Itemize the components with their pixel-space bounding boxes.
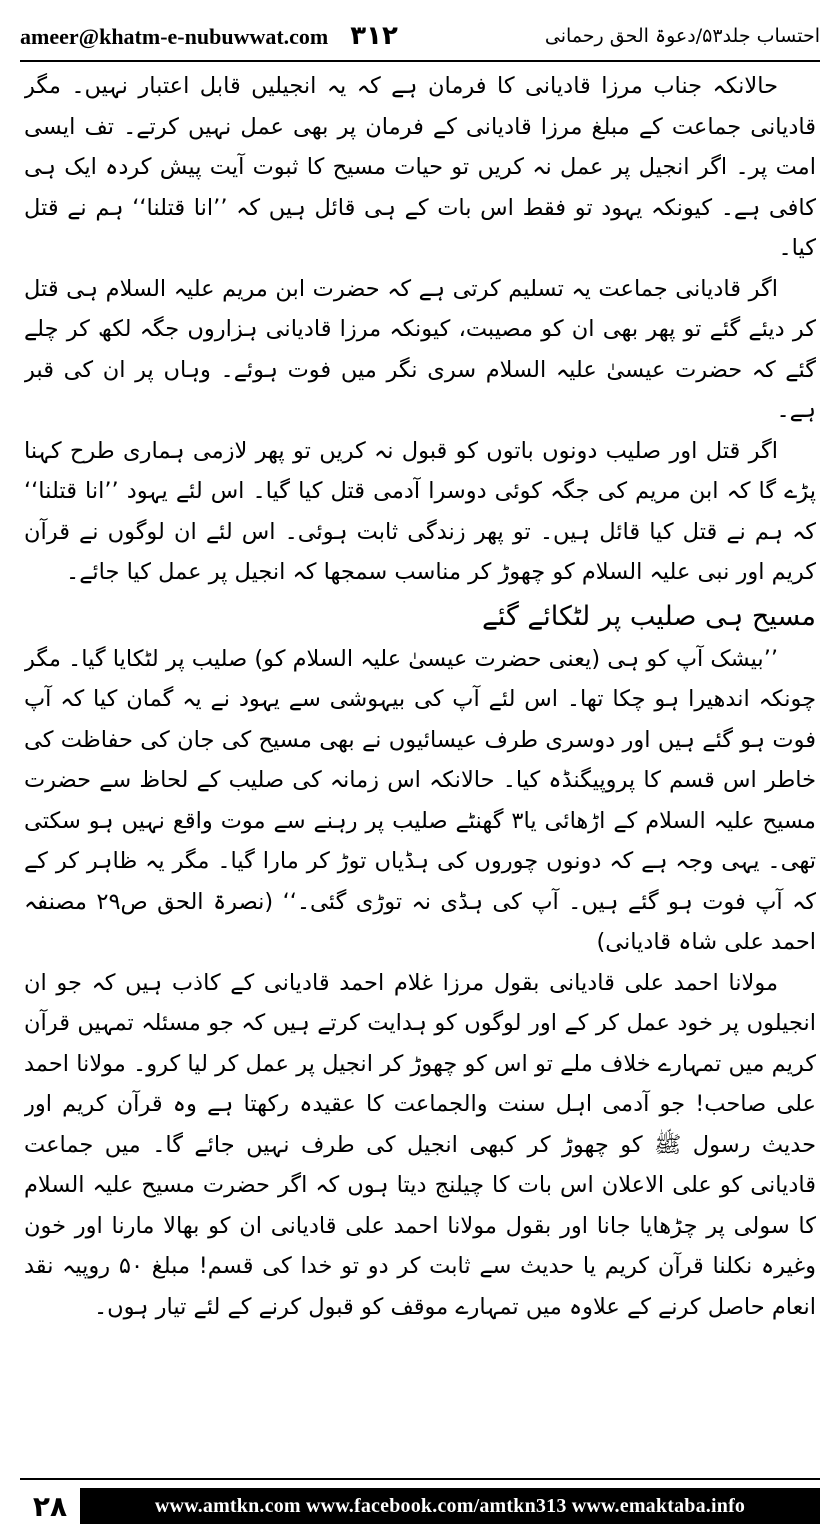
section-heading: مسیح ہی صلیب پر لٹکائے گئے — [482, 600, 816, 632]
footer-rule — [20, 1478, 820, 1480]
paragraph-3: اگر قتل اور صلیب دونوں باتوں کو قبول نہ کریں تو پھر لازمی ہماری طرح کہنا پڑے گا کہ ابن مریم کی جگہ کوئی دوسرا آدمی قتل کیا گیا۔ اس لئے یہود ’’انا قتلنا‘‘ کہ ہم نے قتل کیا قائل ہیں۔ تو پھر زندگی ثابت ہوئی۔ اس لئے ان لوگوں نے قرآن کریم اور نبی علیہ السلام کو چھوڑ کر مناسب سمجھا کہ انجیل پر عمل کیا جائے۔ — [24, 437, 816, 585]
header-email[interactable]: ameer@khatm-e-nubuwwat.com — [20, 24, 329, 49]
paragraph-1: حالانکہ جناب مرزا قادیانی کا فرمان ہے کہ یہ انجیلیں قابل اعتبار نہیں۔ مگر قادیانی جماعت کے مبلغ مرزا قادیانی کے فرمان پر بھی عمل نہیں کرتے۔ تف ایسی امت پر۔ اگر انجیل پر عمل نہ کریں تو حیات مسیح کا ثبوت آیت پیش کردہ ایک ہی کافی ہے۔ کیونکہ یہود تو فقط اس بات کے ہی قائل ہیں کہ ’’انا قتلنا‘‘ ہم نے قتل کیا۔ — [24, 73, 816, 261]
paragraph-2: اگر قادیانی جماعت یہ تسلیم کرتی ہے کہ حضرت ابن مریم علیہ السلام ہی قتل کر دیئے گئے تو پھر بھی ان کو مصیبت، کیونکہ مرزا قادیانی ہزاروں جگہ لکھ کر چلے گئے کہ حضرت عیسیٰ علیہ السلام سری نگر میں فوت ہوئے۔ وہاں پر ان کی قبر ہے۔ — [24, 275, 816, 423]
paragraph-5: مولانا احمد علی قادیانی بقول مرزا غلام احمد قادیانی کے کاذب ہیں کہ جو ان انجیلوں پر خود عمل کر کے اور لوگوں کو ہدایت کرتے ہیں کہ جو مسئلہ تمہیں قرآن کریم میں تمہارے خلاف ملے تو اس کو چھوڑ کر انجیل پر عمل کر لیا کرو۔ مولانا احمد علی صاحب! جو آدمی اہل سنت والجماعت کا عقیدہ رکھتا ہے وہ قرآن کریم اور حدیث رسول ﷺ کو چھوڑ کر کبھی انجیل کی طرف نہیں جائے گا۔ میں جماعت قادیانی کو علی الاعلان اس بات کا چیلنج دیتا ہوں کہ اگر حضرت مسیح علیہ السلام کا سولی پر چڑھایا جانا اور بقول مولانا احمد علی قادیانی ان کو بھالا مارنا اور خون وغیرہ نکلنا قرآن کریم یا حدیث سے ثابت کر دو تو خدا کی قسم! مبلغ ۵۰ روپیہ نقد انعام حاصل کرنے کے علاوہ میں تمہارے موقف کو قبول کرنے کے لئے تیار ہوں۔ — [24, 969, 816, 1320]
page-header — [20, 14, 820, 58]
footer-links[interactable]: www.amtkn.com www.facebook.com/amtkn313 www.emaktaba.info — [80, 1488, 820, 1524]
header-left — [20, 21, 398, 51]
footer-page-number: ۲۸ — [32, 1489, 68, 1523]
header-rule — [20, 60, 820, 62]
running-title: احتساب جلد۵۳/دعوۃ الحق رحمانی — [544, 25, 820, 47]
page-footer — [20, 1486, 820, 1526]
header-page-number: ۳۱۲ — [350, 21, 398, 51]
body-text — [24, 66, 816, 1456]
paragraph-4: ’’بیشک آپ کو ہی (یعنی حضرت عیسیٰ علیہ السلام کو) صلیب پر لٹکایا گیا۔ مگر چونکہ اندھیرا ہو چکا تھا۔ اس لئے آپ کی بیہوشی سے یہود نے یہ گمان کیا کہ آپ فوت ہو گئے ہیں اور دوسری طرف عیسائیوں نے بھی مسیح کی جان کی حفاظت کی خاطر اس قسم کا پروپیگنڈہ کیا۔ حالانکہ اس زمانہ کی صلیب کے لحاظ سے حضرت مسیح علیہ السلام کے اڑھائی یا۳ گھنٹے صلیب پر رہنے سے موت واقع نہیں ہو سکتی تھی۔ یہی وجہ ہے کہ دونوں چوروں کی ہڈیاں توڑ کر مارا گیا۔ مگر یہ ظاہر کر کے کہ آپ فوت ہو گئے ہیں۔ آپ کی ہڈی نہ توڑی گئی۔‘‘ (نصرۃ الحق ص۲۹ مصنفہ احمد علی شاہ قادیانی) — [24, 645, 816, 955]
